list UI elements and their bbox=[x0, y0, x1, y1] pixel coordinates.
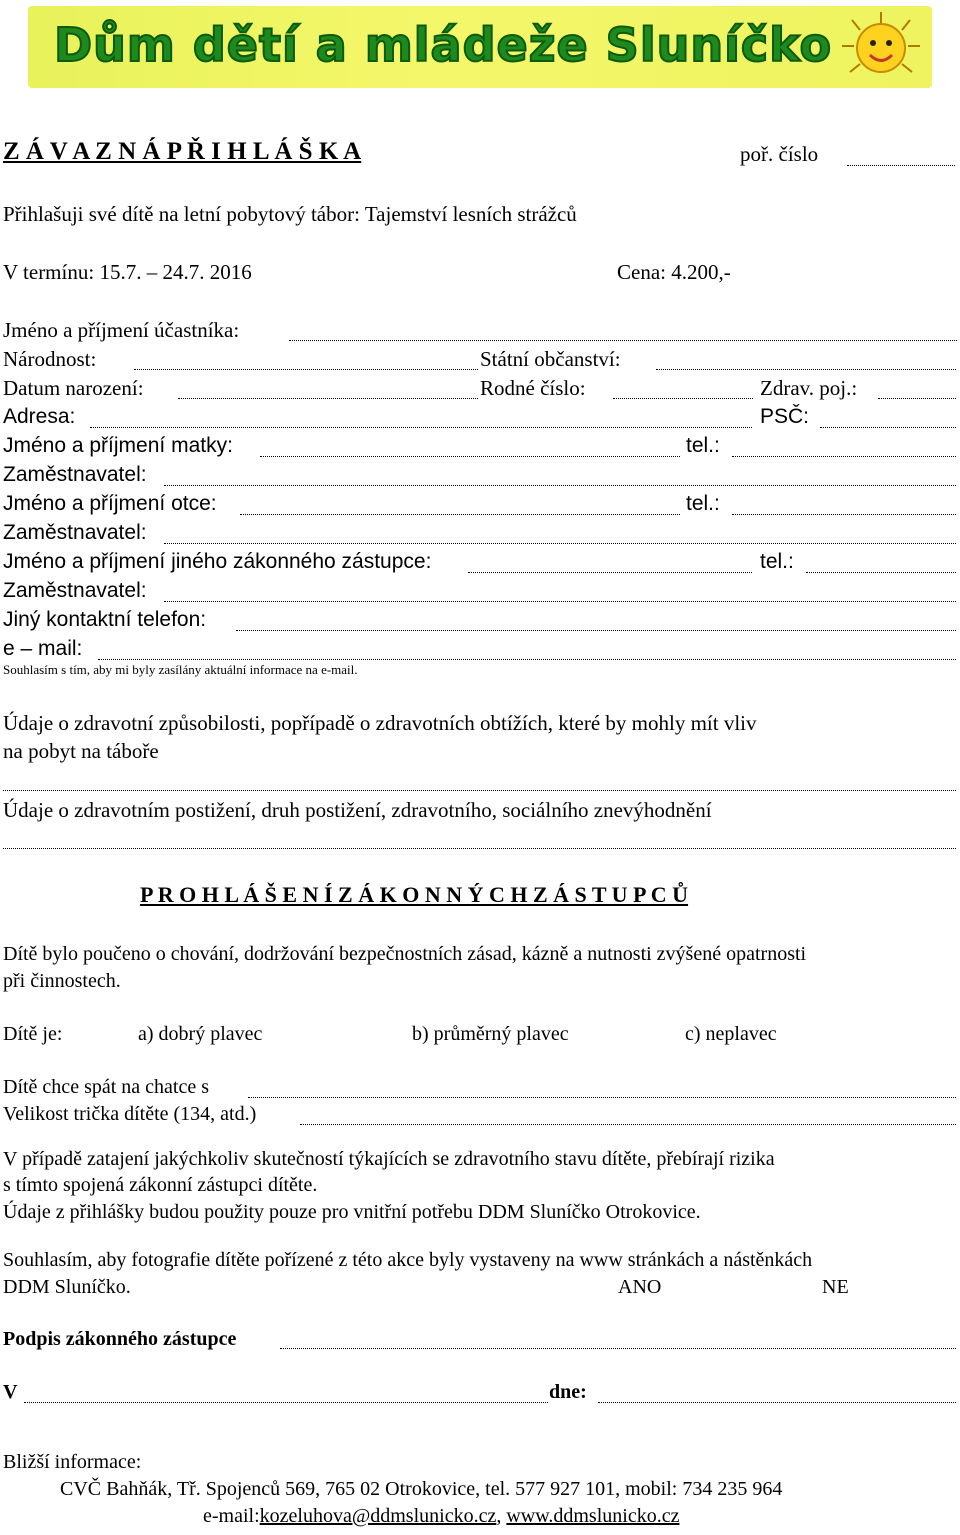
participant-name-label: Jméno a příjmení účastníka: bbox=[3, 318, 240, 342]
signature-field[interactable] bbox=[280, 1348, 956, 1349]
date-field[interactable] bbox=[598, 1402, 956, 1403]
mother-tel-label: tel.: bbox=[686, 434, 720, 457]
sleep-with-label: Dítě chce spát na chatce s bbox=[3, 1076, 210, 1098]
birth-number-field[interactable] bbox=[613, 398, 753, 399]
footer-email-prefix: e-mail: bbox=[203, 1505, 260, 1527]
footer-email-link[interactable]: kozeluhova@ddmslunicko.cz bbox=[259, 1505, 497, 1527]
mother-tel-field[interactable] bbox=[732, 456, 956, 457]
swimmer-option-a[interactable]: a) dobrý plavec bbox=[138, 1023, 263, 1045]
photo-consent-no[interactable]: NE bbox=[822, 1276, 849, 1298]
citizenship-label: Státní občanství: bbox=[480, 347, 621, 371]
health-disability-label: Údaje o zdravotním postižení, druh postižení, zdravotního, sociálního znevýhodnění bbox=[3, 798, 712, 822]
guardian-tel-field[interactable] bbox=[806, 572, 956, 573]
mother-name-label: Jméno a příjmení matky: bbox=[3, 434, 233, 457]
tshirt-size-label: Velikost trička dítěte (134, atd.) bbox=[3, 1103, 257, 1125]
father-employer-label: Zaměstnavatel: bbox=[3, 521, 147, 544]
father-tel-field[interactable] bbox=[732, 514, 956, 515]
insurance-label: Zdrav. poj.: bbox=[760, 376, 858, 400]
order-number-field[interactable] bbox=[847, 165, 955, 166]
guardian-employer-label: Zaměstnavatel: bbox=[3, 579, 147, 602]
footer-web-link[interactable]: www.ddmslunicko.cz bbox=[506, 1505, 680, 1527]
swimmer-option-c[interactable]: c) neplavec bbox=[685, 1023, 777, 1045]
health-fitness-field[interactable] bbox=[3, 790, 956, 791]
declaration-heading: P R O H L Á Š E N Í Z Á K O N N Ý C H Z Á S T U P C Ů bbox=[140, 882, 689, 907]
form-title: Z Á V A Z N Á P Ř I H L Á Š K A bbox=[3, 138, 362, 165]
birth-date-label: Datum narození: bbox=[3, 376, 144, 400]
term-line: V termínu: 15.7. – 24.7. 2016 bbox=[3, 260, 252, 284]
postcode-label: PSČ: bbox=[760, 405, 810, 428]
birth-number-label: Rodné číslo: bbox=[480, 376, 586, 400]
footer-address: CVČ Bahňák, Tř. Spojenců 569, 765 02 Otrokovice, tel. 577 927 101, mobil: 734 235 964 bbox=[60, 1478, 783, 1500]
tshirt-size-field[interactable] bbox=[300, 1124, 956, 1125]
other-phone-field[interactable] bbox=[236, 630, 956, 631]
price-line: Cena: 4.200,- bbox=[617, 260, 731, 284]
nationality-field[interactable] bbox=[134, 369, 478, 370]
data-use-text: Údaje z přihlášky budou použity pouze pro vnitřní potřebu DDM Sluníčko Otrokovice. bbox=[3, 1201, 701, 1223]
place-label: V bbox=[3, 1381, 18, 1403]
postcode-field[interactable] bbox=[820, 427, 956, 428]
order-number-label: poř. číslo bbox=[740, 142, 819, 166]
concealment-line1: V případě zatajení jakýchkoliv skutečností týkajících se zdravotního stavu dítěte, přebírají rizika bbox=[3, 1148, 775, 1170]
father-name-field[interactable] bbox=[240, 514, 680, 515]
birth-date-field[interactable] bbox=[178, 398, 478, 399]
participant-name-field[interactable] bbox=[289, 340, 957, 341]
header-banner bbox=[28, 6, 932, 88]
address-label: Adresa: bbox=[3, 405, 76, 428]
father-tel-label: tel.: bbox=[686, 492, 720, 515]
nationality-label: Národnost: bbox=[3, 347, 97, 371]
concealment-line2: s tímto spojená zákonní zástupci dítěte. bbox=[3, 1174, 318, 1196]
signature-label: Podpis zákonného zástupce bbox=[3, 1328, 237, 1350]
health-fitness-line2: na pobyt na táboře bbox=[3, 739, 159, 763]
address-field[interactable] bbox=[90, 427, 752, 428]
guardian-name-field[interactable] bbox=[468, 572, 752, 573]
guardian-employer-field[interactable] bbox=[164, 601, 956, 602]
email-label: e – mail: bbox=[3, 637, 83, 660]
swimmer-label: Dítě je: bbox=[3, 1023, 63, 1045]
email-consent-text: Souhlasím s tím, aby mi byly zasílány aktuální informace na e-mail. bbox=[3, 662, 358, 677]
footer-contacts bbox=[203, 1505, 679, 1528]
date-label: dne: bbox=[549, 1381, 587, 1403]
photo-consent-line2: DDM Sluníčko. bbox=[3, 1276, 131, 1298]
health-fitness-line1: Údaje o zdravotní způsobilosti, popřípadě o zdravotních obtížích, které by mohly mít vliv bbox=[3, 711, 757, 735]
banner-title: Dům dětí a mládeže Sluníčko bbox=[54, 18, 833, 72]
father-name-label: Jméno a příjmení otce: bbox=[3, 492, 217, 515]
more-info-label: Bližší informace: bbox=[3, 1451, 142, 1473]
photo-consent-line1: Souhlasím, aby fotografie dítěte pořízené z této akce byly vystaveny na www stránkách a nástěnkách bbox=[3, 1249, 813, 1271]
mother-employer-field[interactable] bbox=[164, 485, 956, 486]
citizenship-field[interactable] bbox=[656, 369, 956, 370]
swimmer-option-b[interactable]: b) průměrný plavec bbox=[412, 1023, 569, 1045]
guardian-tel-label: tel.: bbox=[760, 550, 794, 573]
mother-name-field[interactable] bbox=[260, 456, 680, 457]
father-employer-field[interactable] bbox=[164, 543, 956, 544]
insurance-field[interactable] bbox=[878, 398, 956, 399]
intro-line: Přihlašuji své dítě na letní pobytový tábor: Tajemství lesních strážců bbox=[3, 202, 577, 226]
guardian-name-label: Jméno a příjmení jiného zákonného zástupce: bbox=[3, 550, 432, 573]
email-field[interactable] bbox=[98, 659, 956, 660]
other-phone-label: Jiný kontaktní telefon: bbox=[3, 608, 207, 631]
sleep-with-field[interactable] bbox=[248, 1097, 956, 1098]
place-field[interactable] bbox=[24, 1402, 548, 1403]
instructed-line1: Dítě bylo poučeno o chování, dodržování bezpečnostních zásad, kázně a nutnosti zvýšené opatrnosti bbox=[3, 943, 807, 965]
sun-logo-icon bbox=[838, 10, 924, 84]
health-disability-field[interactable] bbox=[3, 848, 956, 849]
mother-employer-label: Zaměstnavatel: bbox=[3, 463, 147, 486]
footer-separator: , bbox=[496, 1505, 507, 1527]
photo-consent-yes[interactable]: ANO bbox=[618, 1276, 662, 1298]
instructed-line2: při činnostech. bbox=[3, 970, 121, 992]
